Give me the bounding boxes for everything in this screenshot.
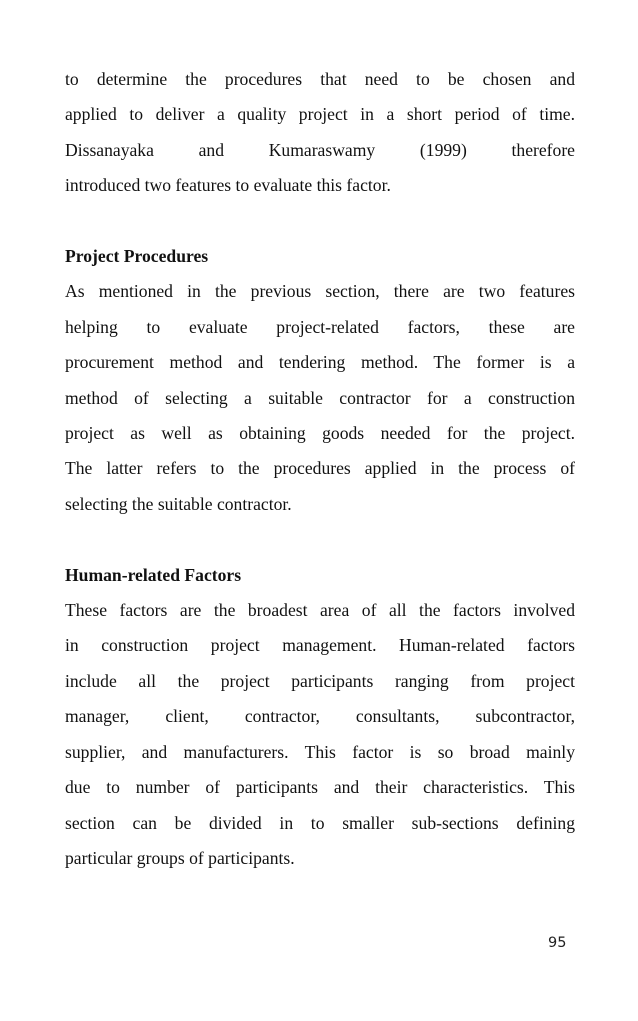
paragraph-line: Dissanayaka and Kumaraswamy (1999) therefore [65, 139, 575, 160]
paragraph-line: section can be divided in to smaller sub-sections defining [65, 812, 575, 833]
paragraph-line: include all the project participants ranging from project [65, 670, 575, 691]
section-heading-project-procedures: Project Procedures [65, 246, 209, 267]
paragraph-line: introduced two features to evaluate this factor. [65, 175, 391, 196]
paragraph-gap [65, 204, 575, 239]
paragraph-line: applied to deliver a quality project in a short period of time. [65, 104, 575, 125]
section-heading-human-related-factors: Human-related Factors [65, 564, 242, 585]
paragraph-line: supplier, and manufacturers. This factor is so broad mainly [65, 741, 575, 762]
paragraph-line: in construction project management. Human-related factors [65, 635, 575, 656]
paragraph-line: particular groups of participants. [65, 847, 295, 868]
paragraph-line: procurement method and tendering method. The former is a [65, 352, 575, 373]
paragraph-line: method of selecting a suitable contractor for a construction [65, 387, 575, 408]
paragraph-line: selecting the suitable contractor. [65, 493, 292, 514]
paragraph-line: manager, client, contractor, consultants, subcontractor, [65, 706, 575, 727]
paragraph-line: The latter refers to the procedures applied in the process of [65, 458, 575, 479]
intro-paragraph [65, 62, 575, 204]
human-related-factors-paragraph [65, 593, 575, 876]
paragraph-line: As mentioned in the previous section, there are two features [65, 281, 575, 302]
paragraph-line: to determine the procedures that need to be chosen and [65, 69, 575, 89]
paragraph-line: helping to evaluate project-related factors, these are [65, 316, 575, 337]
paragraph-line: These factors are the broadest area of all the factors involved [65, 600, 575, 621]
project-procedures-paragraph [65, 274, 575, 522]
page-number: 95 [548, 935, 567, 951]
document-page [65, 62, 575, 876]
paragraph-line: project as well as obtaining goods needed for the project. [65, 423, 575, 444]
paragraph-line: due to number of participants and their characteristics. This [65, 777, 575, 798]
paragraph-gap [65, 522, 575, 557]
